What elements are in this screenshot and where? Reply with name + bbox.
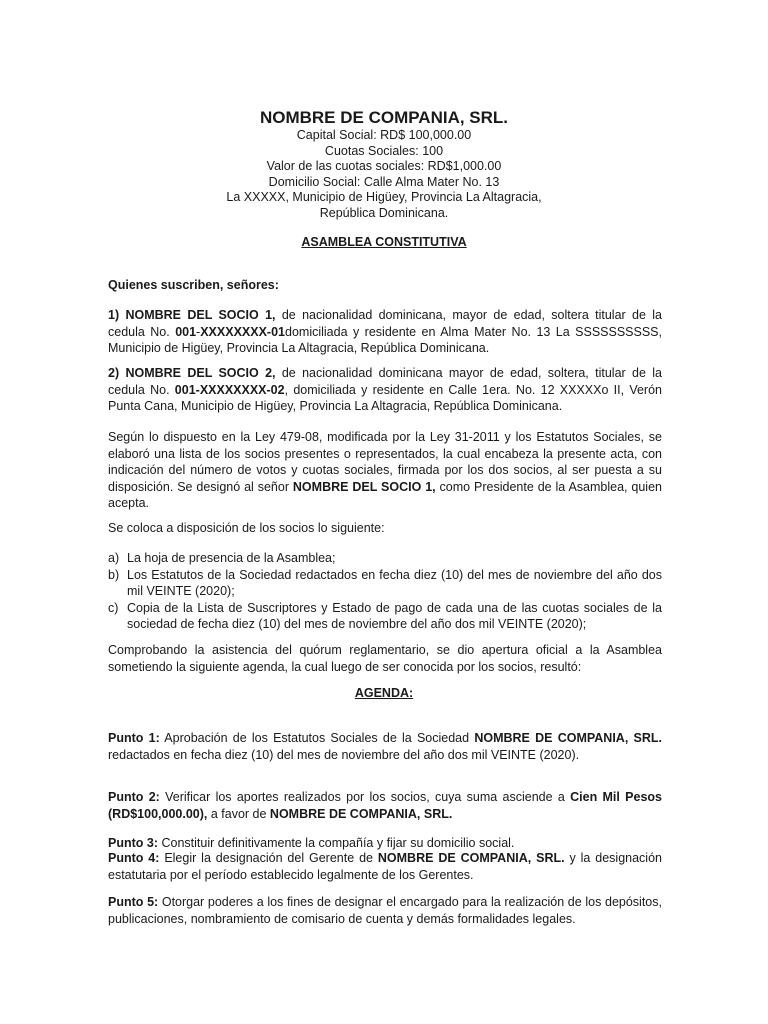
- ley-text-b: como Presidente de la Asamblea, quien acepta.: [108, 479, 662, 510]
- quorum-paragraph: Comprobando la asistencia del quórum reglamentario, se dio apertura oficial a la Asamblea sometiendo la siguiente agenda, la cual luego de ser conocida por los socios, resultó:: [108, 643, 662, 674]
- municipio-line: La XXXXX, Municipio de Higüey, Provincia La Altagracia,: [226, 190, 542, 204]
- list-item: [108, 550, 662, 567]
- punto1-paragraph: [108, 730, 662, 763]
- domicilio-social-line: Domicilio Social: Calle Alma Mater No. 13: [268, 174, 500, 189]
- punto4-label: Punto 4:: [108, 851, 160, 865]
- company-details: [0, 128, 768, 221]
- socio1-label: 1) NOMBRE DEL SOCIO 1,: [108, 308, 276, 322]
- punto5-label: Punto 5:: [108, 895, 159, 909]
- punto1-label: Punto 1:: [108, 731, 160, 745]
- list-item-text: Los Estatutos de la Sociedad redactados en fecha diez (10) del mes de noviembre del año dos mil VEINTE (2020);: [127, 567, 662, 598]
- documents-list: [108, 550, 662, 633]
- punto4-text-b: y la designación estatutaria por el período establecido legalmente de los Gerentes.: [108, 851, 662, 882]
- ley-bold: NOMBRE DEL SOCIO 1,: [292, 479, 436, 494]
- list-item-text: La hoja de presencia de la Asamblea;: [127, 551, 336, 565]
- disposicion-line: Se coloca a disposición de los socios lo siguiente:: [108, 521, 385, 535]
- pais-line: República Dominicana.: [319, 205, 449, 220]
- punto1-text-a: Aprobación de los Estatutos Sociales de la Sociedad: [159, 731, 475, 745]
- punto3-text: Constituir definitivamente la compañía y fijar su domicilio social.: [158, 836, 515, 850]
- list-marker: a): [108, 551, 120, 565]
- cuotas-sociales-line: Cuotas Sociales: 100: [324, 143, 444, 158]
- punto5-paragraph: [108, 894, 662, 927]
- list-marker: c): [108, 600, 119, 615]
- socio1-cedula-sep: -: [196, 324, 201, 339]
- assembly-heading: ASAMBLEA CONSTITUTIVA: [301, 235, 467, 249]
- punto1-bold: NOMBRE DE COMPANIA, SRL.: [474, 731, 662, 745]
- valor-cuotas-line: Valor de las cuotas sociales: RD$1,000.00: [266, 159, 502, 173]
- punto1-text-b: redactados en fecha diez (10) del mes de noviembre del año dos mil VEINTE (2020).: [108, 747, 580, 762]
- socio1-text-a: de nacionalidad dominicana, mayor de edad, soltera titular de la cedula No.: [108, 308, 662, 339]
- socio2-paragraph: [108, 365, 662, 415]
- list-item-text: Copia de la Lista de Suscriptores y Estado de pago de cada una de las cuotas sociales de la sociedad de fecha diez (10) del mes de noviembre del año dos mil VEINTE (2020);: [127, 600, 662, 631]
- capital-social-line: Capital Social: RD$ 100,000.00: [296, 128, 472, 142]
- list-item: [108, 567, 662, 600]
- socio1-paragraph: [108, 307, 662, 357]
- punto2-text-b: a favor de: [207, 806, 270, 821]
- socio1-cedula-prefix: 001: [175, 324, 197, 339]
- intro-line: Quienes suscriben, señores:: [108, 278, 279, 292]
- socio1-cedula-end: -01: [266, 324, 285, 339]
- punto2-label: Punto 2:: [108, 790, 160, 804]
- company-title: NOMBRE DE COMPANIA, SRL.: [259, 108, 509, 127]
- agenda-heading: AGENDA:: [354, 686, 414, 700]
- socio2-text-a: de nacionalidad dominicana mayor de edad, soltera, titular de la cedula No.: [108, 366, 662, 397]
- list-item: [108, 600, 662, 633]
- punto4-text-a: Elegir la designación del Gerente de: [159, 851, 378, 865]
- punto2-bold-b: NOMBRE DE COMPANIA, SRL.: [269, 806, 453, 821]
- punto4-bold: NOMBRE DE COMPANIA, SRL.: [377, 851, 565, 865]
- punto2-bold-a: Cien Mil Pesos (RD$100,000.00),: [108, 790, 662, 821]
- socio2-cedula: 001-XXXXXXXX-02: [174, 382, 285, 397]
- socio2-text-b: , domiciliada y residente en Calle 1era. No. 12 XXXXXo II, Verón Punta Cana, Municipio de Higüey, Provincia La Altagracia, República Dominicana.: [108, 382, 662, 413]
- punto2-text-a: Verificar los aportes realizados por los socios, cuya suma asciende a: [159, 790, 571, 804]
- ley-paragraph: [108, 429, 662, 512]
- socio1-text-b: domiciliada y residente en Alma Mater No. 13 La SSSSSSSSSS, Municipio de Higüey, Provincia La Altagracia, República Dominicana.: [108, 324, 662, 355]
- punto5-text: Otorgar poderes a los fines de designar el encargado para la realización de los depósitos, publicaciones, nombramiento de comisario de cuenta y demás formalidades legales.: [108, 895, 662, 926]
- ley-text-a: Según lo dispuesto en la Ley 479-08, modificada por la Ley 31-2011 y los Estatutos Sociales, se elaboró una lista de los socios presentes o representados, la cual encabeza la presente acta, con indicación del número de votos y cuotas sociales, firmada por los dos socios, al ser puesta a su disposición. Se designó al señor: [108, 430, 662, 494]
- list-marker: b): [108, 567, 120, 582]
- socio2-label: 2) NOMBRE DEL SOCIO 2,: [108, 366, 276, 380]
- punto2-paragraph: [108, 789, 662, 822]
- punto4-paragraph: [108, 850, 662, 883]
- punto3-label: Punto 3:: [108, 836, 158, 850]
- socio1-cedula-x: XXXXXXXX: [200, 324, 267, 339]
